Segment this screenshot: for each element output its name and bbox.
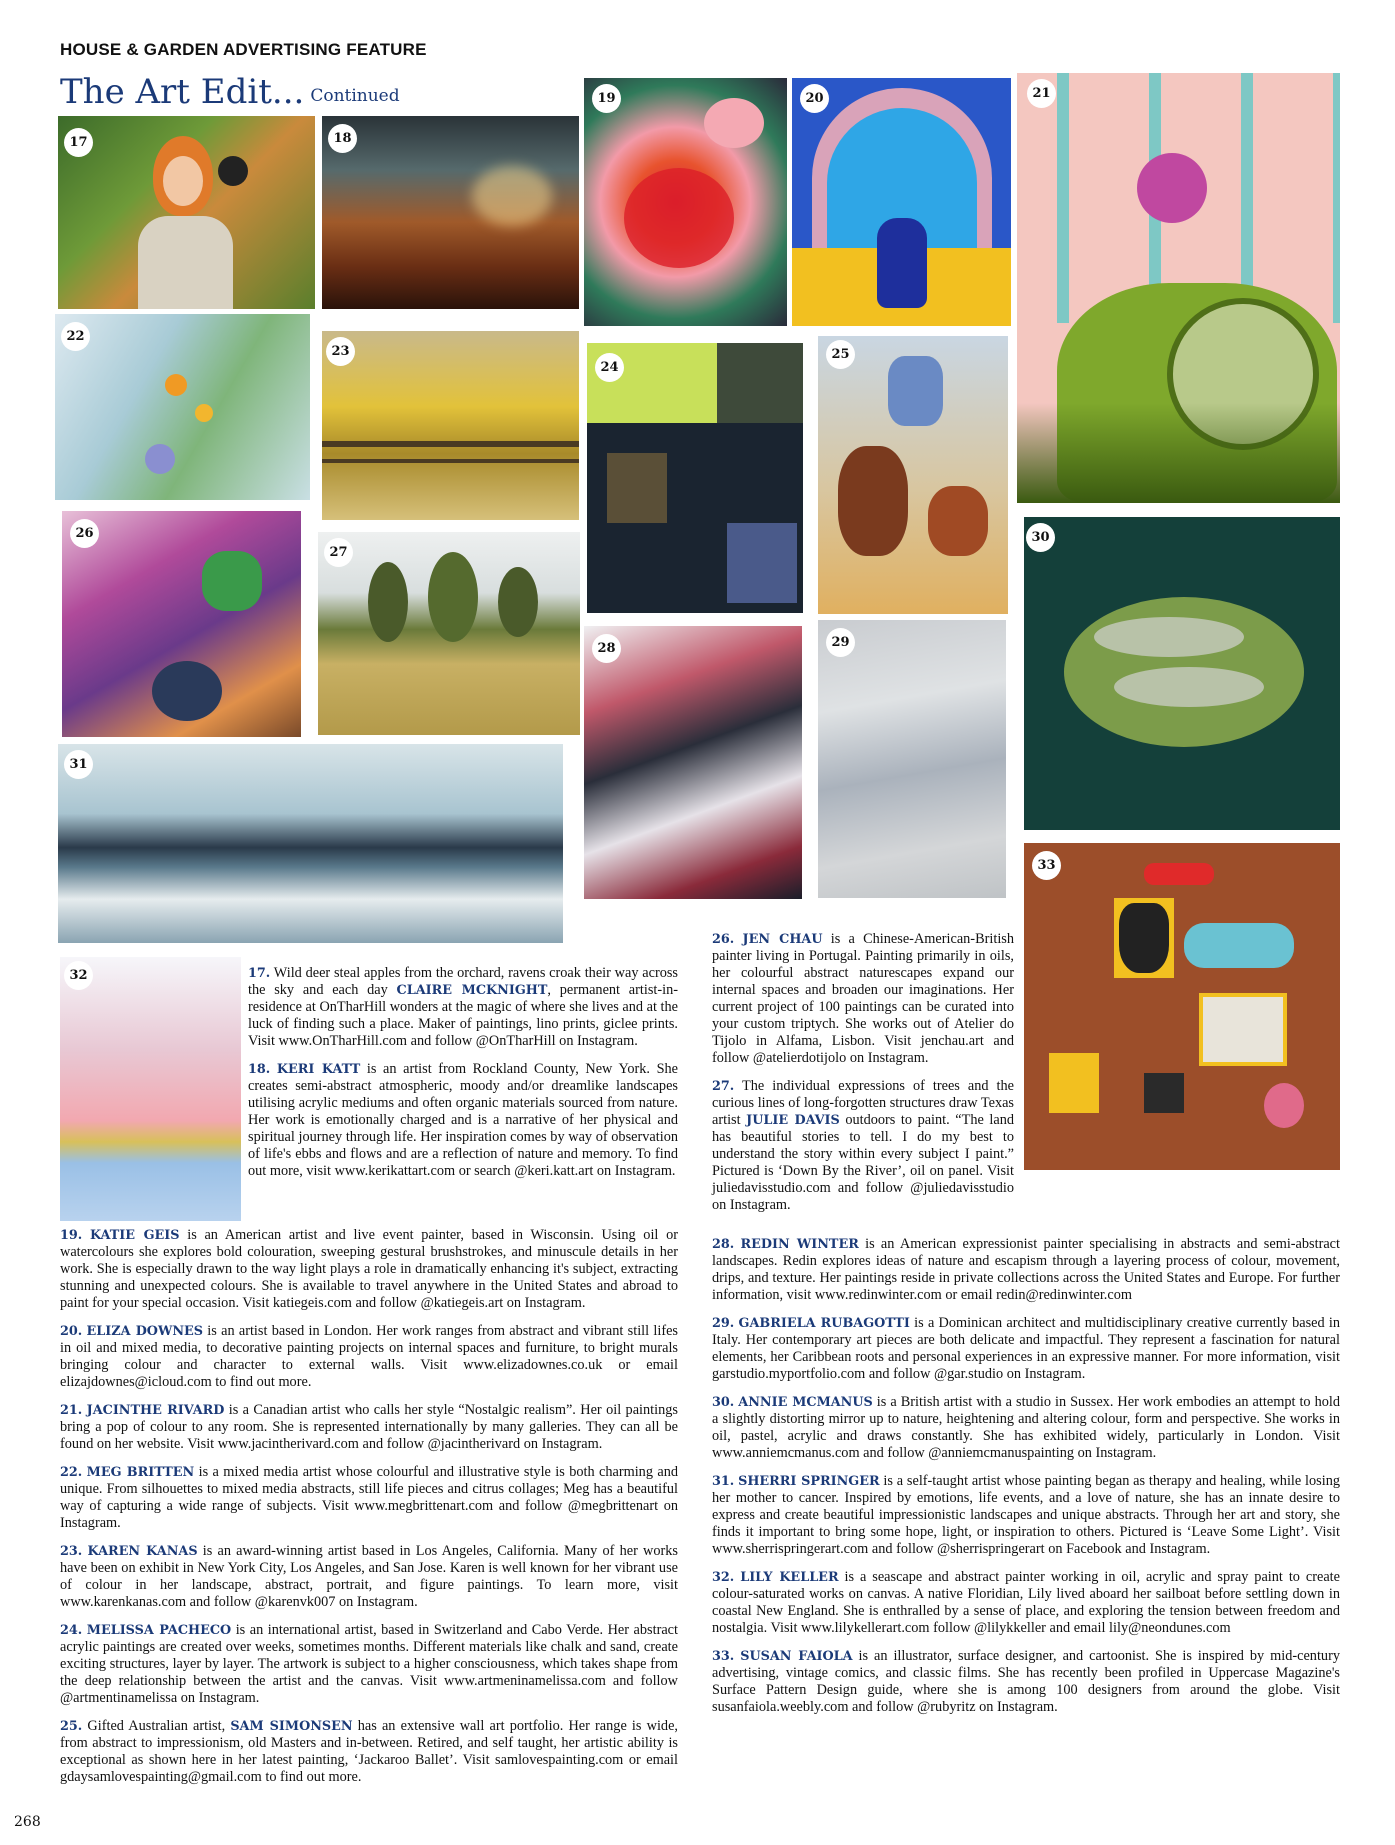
artist-name: CLAIRE MCKNIGHT (396, 983, 548, 998)
entry-number: 22. (60, 1465, 83, 1480)
artwork-29 (818, 620, 1006, 898)
text-column-left-bottom (60, 1227, 678, 1797)
artwork-24 (587, 343, 803, 613)
artwork-33 (1024, 843, 1340, 1170)
badge-28: 28 (592, 634, 621, 663)
badge-31: 31 (64, 750, 93, 779)
entry-23 (60, 1543, 678, 1611)
badge-33: 33 (1032, 851, 1061, 880)
entry-text: The individual expressions of trees and the curious lines of long-forgotten structures draw Texas artist (712, 1078, 1014, 1128)
badge-32: 32 (64, 961, 93, 990)
entry-number: 17. (248, 966, 271, 981)
artwork-20 (792, 78, 1011, 326)
entry-number: 30. (712, 1395, 735, 1410)
entry-number: 24. (60, 1623, 83, 1638)
badge-20: 20 (800, 84, 829, 113)
entry-28 (712, 1236, 1340, 1304)
entry-31 (712, 1473, 1340, 1558)
artwork-28 (584, 626, 802, 899)
entry-26 (712, 931, 1014, 1067)
badge-17: 17 (64, 128, 93, 157)
artist-name: REDIN WINTER (740, 1237, 859, 1252)
artwork-26 (62, 511, 301, 737)
entry-text: is a Chinese-American-British painter living in Portugal. Painting primarily in oils, her colourful abstract naturescapes expand our internal spaces and broaden our imaginations. Her current project of 100 paintings can be curated into your custom triptych. She works out of Atelier do Tijolo in Alfama, Lisbon. Visit jenchau.art and follow @atelierdotijolo on Instagram. (712, 931, 1014, 1066)
entry-21 (60, 1402, 678, 1453)
entry-text: is an American artist and live event painter, based in Wisconsin. Using oil or watercolours she explores bold colouration, sweeping gestural brushstrokes, and minuscule details in her work. She is especially drawn to the way light plays a role in dramatically enhancing it's subject, extracting stunning and unexpected colours. She is available to travel anywhere in the United States and abroad to paint for your special occasion. Visit katiegeis.com and follow @katiegeis.art on Instagram. (60, 1227, 678, 1311)
text-column-left-top (248, 965, 678, 1191)
entry-number: 21. (60, 1403, 83, 1418)
entry-text: is a Dominican architect and multidisciplinary creative currently based in Italy. Her contemporary art pieces are both delicate and impactful. They represent a fascination for natural elements, her Caribbean roots and personal experiences in an expressive manner. For more information, visit garstudio.myportfolio.com and follow @gar.studio on Instagram. (712, 1315, 1341, 1382)
entry-number: 32. (712, 1570, 735, 1585)
entry-text: is a mixed media artist whose colourful and illustrative style is both charming and unique. From silhouettes to mixed media abstracts, still life pieces and citrus collages; Meg has a beautiful way of capturing a wide range of subjects. Visit www.megbrittenart.com and follow @megbrittenart on Instagram. (60, 1464, 679, 1531)
entry-text: Gifted Australian artist, (87, 1718, 231, 1734)
badge-25: 25 (826, 340, 855, 369)
entry-33 (712, 1648, 1340, 1716)
entry-number: 23. (60, 1544, 83, 1559)
entry-text: is an artist based in London. Her work ranges from abstract and vibrant still lifes in oil and mixed media, to decorative painting projects on internal spaces and furniture, to bright murals bringing colour and character to external walls. Visit www.elizadownes.co.uk or email elizajdownes@icloud.com to find out more. (60, 1323, 678, 1390)
artwork-31 (58, 744, 563, 943)
entry-number: 19. (60, 1228, 83, 1243)
entry-24 (60, 1622, 678, 1707)
entry-22 (60, 1464, 678, 1532)
entry-number: 18. (248, 1062, 271, 1077)
artwork-22 (55, 314, 310, 500)
badge-22: 22 (61, 322, 90, 351)
entry-text: is a Canadian artist who calls her style “Nostalgic realism”. Her oil paintings bring a pop of colour to any room. She is represented internationally by many galleries. They can all be found on her website. Visit www.jacintherivard.com and follow @jacintherivard on Instagram. (60, 1402, 678, 1452)
artist-name: ELIZA DOWNES (86, 1324, 204, 1339)
entry-text: Wild deer steal apples from the orchard, ravens croak their way across the sky and each day (248, 965, 678, 998)
badge-21: 21 (1027, 79, 1056, 108)
page-title (60, 72, 400, 116)
artist-name: MELISSA PACHECO (86, 1623, 232, 1638)
artwork-30 (1024, 517, 1340, 830)
badge-26: 26 (70, 519, 99, 548)
artist-name: JEN CHAU (742, 932, 823, 947)
artist-name: JULIE DAVIS (746, 1113, 840, 1128)
artwork-27 (318, 532, 580, 735)
entry-25 (60, 1718, 678, 1786)
badge-29: 29 (826, 628, 855, 657)
entry-18 (248, 1061, 678, 1180)
badge-19: 19 (592, 84, 621, 113)
entry-text: is an award-winning artist based in Los Angeles, California. Many of her works have been on exhibit in New York City, Los Angeles, and San Jose. Karen is well known for her vibrant use of colour in her landscape, abstract, portrait, and figure paintings. To learn more, visit www.karenkanas.com and follow @karenvk007 on Instagram. (60, 1543, 678, 1610)
feature-header: HOUSE & GARDEN ADVERTISING FEATURE (60, 40, 427, 59)
entry-30 (712, 1394, 1340, 1462)
entry-number: 27. (712, 1079, 735, 1094)
artwork-19 (584, 78, 787, 326)
artist-name: SUSAN FAIOLA (740, 1649, 853, 1664)
entry-32 (712, 1569, 1340, 1637)
entry-19 (60, 1227, 678, 1312)
artwork-23 (322, 331, 579, 520)
entry-20 (60, 1323, 678, 1391)
entry-29 (712, 1315, 1340, 1383)
page-number: 268 (14, 1814, 41, 1830)
entry-number: 20. (60, 1324, 83, 1339)
entry-number: 25. (60, 1719, 83, 1734)
entry-text: is a self-taught artist whose painting began as therapy and healing, while losing her mother to cancer. Inspired by emotions, life events, and a love of nature, she has an innate desire to express and create beautiful impressionistic landscapes and unique abstracts. Through her art and story, she finds it important to bring some hope, light, or inspiration to others. Pictured is ‘Leave Some Light’. Visit www.sherrispringerart.com and follow @sherrispringerart on Facebook and Instagram. (712, 1473, 1341, 1557)
entry-number: 31. (712, 1474, 735, 1489)
entry-text: is a seascape and abstract painter working in oil, acrylic and spray paint to create colour-saturated works on canvas. A native Floridian, Lily lived aboard her sailboat before settling down in coastal New England. She is enthralled by a sense of place, and exploring the tension between freedom and nostalgia. Visit www.lilykellerart.com follow @lilykkeller and email lily@neondunes.com (712, 1569, 1340, 1636)
text-column-right-top (712, 931, 1014, 1225)
artist-name: KAREN KANAS (87, 1544, 198, 1559)
artist-name: MEG BRITTEN (86, 1465, 195, 1480)
artist-name: GABRIELA RUBAGOTTI (738, 1316, 910, 1331)
artist-name: KERI KATT (276, 1062, 361, 1077)
entry-text: is an artist from Rockland County, New York. She creates semi-abstract atmospheric, moody and/or dreamlike landscapes utilising acrylic mediums and often organic materials sourced from nature. Her work is emotionally charged and is a narrative of her physical and spiritual journey through life. Her inspiration comes by way of observation of life's ebbs and flows and are a reflection of nature and memory. To find out more, visit www.kerikattart.com or search @keri.katt.art on Instagram. (248, 1061, 679, 1179)
artwork-21 (1017, 73, 1340, 503)
title-main: The Art Edit... (60, 72, 305, 112)
entry-text: outdoors to paint. “The land has beautiful stories to tell. I do my best to understand the story within every subject I paint.” Pictured is ‘Down By the River’, oil on panel. Visit juliedavisstudio.com and follow @juliedavisstudio on Instagram. (712, 1112, 1014, 1213)
artist-name: SHERRI SPRINGER (738, 1474, 880, 1489)
entry-text: , permanent artist-in-residence at OnTharHill wonders at the magic of where she lives and at the luck of finding such a place. Maker of paintings, lino prints, giclee prints. Visit www.OnTharHill.com and follow @OnTharHill on Instagram. (248, 982, 679, 1049)
badge-27: 27 (324, 538, 353, 567)
entry-17 (248, 965, 678, 1050)
badge-30: 30 (1026, 523, 1055, 552)
title-continued: Continued (310, 86, 400, 106)
artist-name: KATIE GEIS (89, 1228, 180, 1243)
entry-text: is a British artist with a studio in Sussex. Her work embodies an attempt to hold a slightly distorting mirror up to nature, heightening and altering colour, form and perspective. She works in oil, pastel, acrylic and draws constantly. She has exhibited widely, particularly in London. Visit www.anniemcmanus.com and follow @anniemcmanuspainting on Instagram. (712, 1394, 1340, 1461)
entry-number: 33. (712, 1649, 735, 1664)
entry-text: is an illustrator, surface designer, and cartoonist. She is inspired by mid-century advertising, vintage comics, and classic films. She has recently been profiled in Uppercase Magazine's Surface Pattern Design guide, where she is among 100 designers from around the globe. Visit susanfaiola.weebly.com and follow @rubyritz on Instagram. (712, 1648, 1340, 1715)
entry-27 (712, 1078, 1014, 1214)
artist-name: JACINTHE RIVARD (86, 1403, 225, 1418)
artist-name: ANNIE MCMANUS (738, 1395, 873, 1410)
entry-number: 28. (712, 1237, 735, 1252)
entry-text: is an international artist, based in Switzerland and Cabo Verde. Her abstract acrylic paintings are created over weeks, sometimes months. Different materials like chalk and sand, create exciting structures, layer by layer. The artwork is subject to a higher consciousness, which takes shape from the deep relationship between the artist and the canvas. Visit www.artmeninamelissa.com and follow @artmentinamelissa on Instagram. (60, 1622, 678, 1706)
entry-number: 26. (712, 932, 735, 947)
artist-name: LILY KELLER (740, 1570, 839, 1585)
artwork-18 (322, 116, 579, 309)
entry-text: is an American expressionist painter specialising in abstracts and semi-abstract landscapes. Redin explores ideas of nature and escapism through a layering process of colour, movement, drips, and texture. Her paintings reside in private collections across the United States and Europe. For further information, visit www.redinwinter.com or email redin@redinwinter.com (712, 1236, 1341, 1303)
badge-18: 18 (328, 124, 357, 153)
artwork-17 (58, 116, 315, 309)
entry-text: has an extensive wall art portfolio. Her range is wide, from abstract to impressionism, old Masters and in-between. Retired, and self taught, her artistic ability is exceptional as shown here in her latest painting, ‘Jackaroo Ballet’. Visit samlovespainting.com or email gdaysamlovespainting@gmail.com to find out more. (60, 1718, 678, 1785)
entry-number: 29. (712, 1316, 735, 1331)
text-column-right-bottom (712, 1236, 1340, 1727)
badge-23: 23 (326, 337, 355, 366)
artwork-32 (60, 957, 241, 1221)
artist-name: SAM SIMONSEN (230, 1719, 353, 1734)
badge-24: 24 (595, 353, 624, 382)
artwork-25 (818, 336, 1008, 614)
